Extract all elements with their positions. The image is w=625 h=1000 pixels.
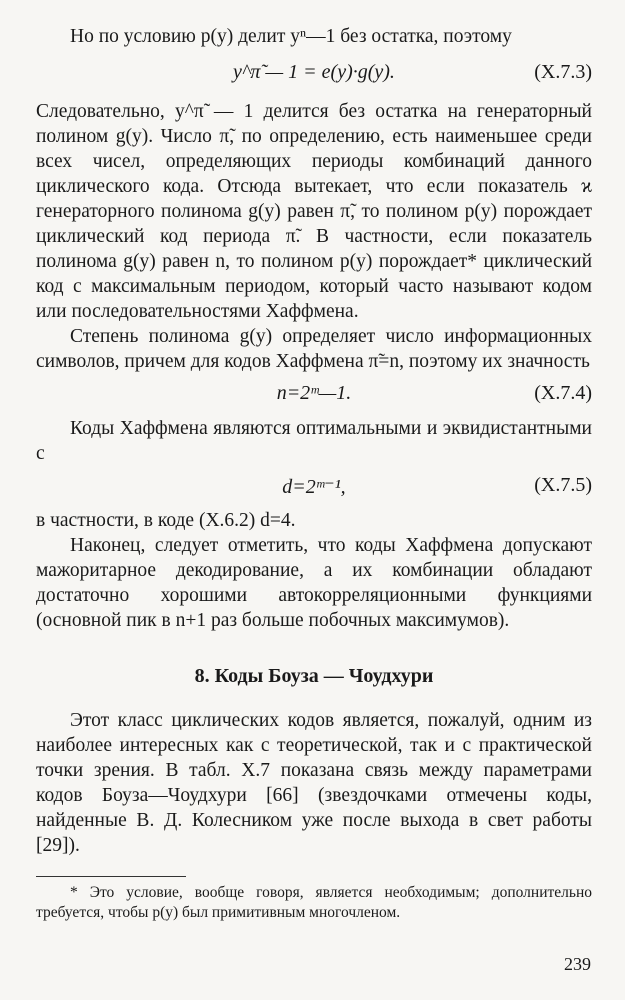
paragraph-6: Этот класс циклических кодов является, пожалуй, одним из наиболее интересных как с теоретической, так и с практической точки зрения. В табл. X.7 показана связь между параметрами кодов Боуза—Чоудхури [66] (звездочками отмечены коды, найденные В. Д. Колесником уже после выхода в свет работы [29]).: [36, 710, 592, 856]
equation-number: (X.7.5): [534, 474, 592, 496]
paragraph-1: Следовательно, y^π̃ — 1 делится без остатка на генераторный полином g(y). Число π̃, по определению, есть наименьшее среди всех чисел, определяющих периоды комбинаций данного циклического кода. Отсюда вытекает, что если показатель ϰ генераторного полинома g(y) равен π̃, то полином p(y) порождает циклический код периода π̃. В частности, если показатель полинома g(y) равен n, то полином p(y) порождает* циклический код с максимальным периодом, который часто называют кодом или последовательностями Хаффмена.: [36, 101, 592, 322]
equation-formula: d=2ᵐ⁻¹,: [282, 476, 346, 498]
text-line-1: Но по условию p(y) делит yⁿ—1 без остатка, поэтому: [70, 26, 512, 47]
equation-number: (X.7.3): [534, 61, 592, 83]
paragraph-3: Коды Хаффмена являются оптимальными и эквидистантными с: [36, 418, 592, 464]
paragraph-2: Степень полинома g(y) определяет число информационных символов, причем для кодов Хаффмена π̃=n, поэтому их значность: [36, 326, 592, 372]
paragraph-5: Наконец, следует отметить, что коды Хаффмена допускают мажоритарное декодирование, а их комбинации обладают достаточно хорошими автокорреляционными функциями (основной пик в n+1 раз больше побочных максимумов).: [36, 535, 592, 631]
equation-formula: n=2ᵐ—1.: [276, 382, 352, 404]
page-number: 239: [564, 954, 591, 974]
footnote-divider: [36, 876, 186, 877]
paragraph-4: в частности, в коде (X.6.2) d=4.: [36, 510, 296, 531]
equation-x-7-4: [36, 374, 592, 416]
equation-number: (X.7.4): [534, 382, 592, 404]
footnote: * Это условие, вообще говоря, является необходимым; дополнительно требуется, чтобы p(y) был примитивным многочленом.: [36, 884, 592, 921]
page-text: [36, 24, 592, 923]
equation-x-7-3: [36, 49, 592, 99]
equation-x-7-5: [36, 466, 592, 508]
equation-formula: y^π̃ — 1 = e(y)·g(y).: [233, 61, 395, 83]
section-heading: 8. Коды Боуза — Чоудхури: [194, 665, 434, 687]
